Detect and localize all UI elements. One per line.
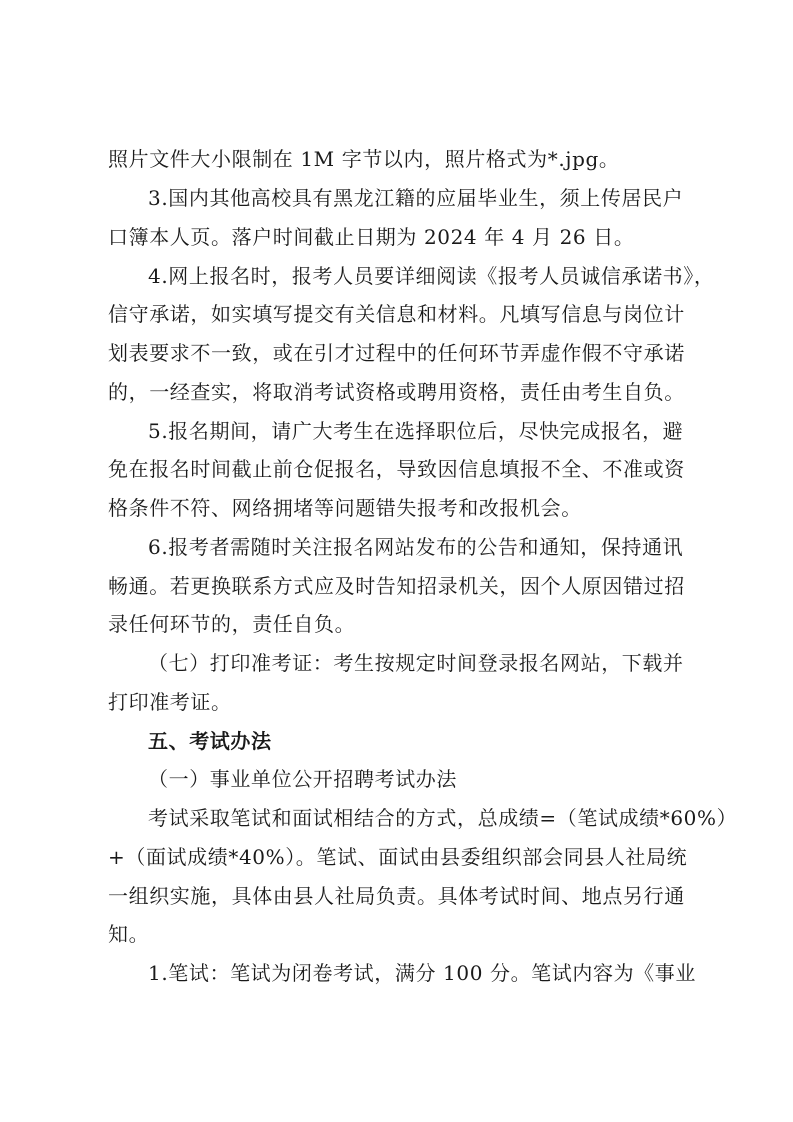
text-line: （七）打印准考证：考生按规定时间登录报名网站，下载并 xyxy=(148,651,684,675)
text-line: 口簿本人页。落户时间截止日期为 2024 年 4 月 26 日。 xyxy=(108,225,635,249)
text-line: +（面试成绩*40%）。笔试、面试由县委组织部会同县人社局统 xyxy=(108,845,688,869)
text-line: 知。 xyxy=(108,922,150,946)
section-heading: 五、考试办法 xyxy=(148,729,272,753)
text-line: 考试采取笔试和面试相结合的方式，总成绩=（笔试成绩*60%） xyxy=(148,806,738,830)
text-line: 录任何环节的，责任自负。 xyxy=(108,612,356,636)
text-line: 畅通。若更换联系方式应及时告知招录机关，因个人原因错过招 xyxy=(108,574,685,598)
text-line: 照片文件大小限制在 1M 字节以内，照片格式为*.jpg。 xyxy=(108,147,620,171)
text-line: 打印准考证。 xyxy=(108,690,232,714)
text-line: 格条件不符、网络拥堵等问题错失报考和改报机会。 xyxy=(108,496,582,520)
text-line: 3.国内其他高校具有黑龙江籍的应届毕业生，须上传居民户 xyxy=(148,186,684,210)
text-line: 1.笔试：笔试为闭卷考试，满分 100 分。笔试内容为《事业 xyxy=(148,961,696,985)
text-line: 6.报考者需随时关注报名网站发布的公告和通知，保持通讯 xyxy=(148,535,684,559)
text-line: 一组织实施，具体由县人社局负责。具体考试时间、地点另行通 xyxy=(108,884,685,908)
subsection-heading: （一）事业单位公开招聘考试办法 xyxy=(148,767,457,791)
text-line: 划表要求不一致，或在引才过程中的任何环节弄虚作假不守承诺 xyxy=(108,341,685,365)
text-line: 信守承诺，如实填写提交有关信息和材料。凡填写信息与岗位计 xyxy=(108,302,685,326)
text-line: 5.报名期间，请广大考生在选择职位后，尽快完成报名，避 xyxy=(148,419,684,443)
text-line: 4.网上报名时，报考人员要详细阅读《报考人员诚信承诺书》， xyxy=(148,264,715,288)
text-line: 的，一经查实，将取消考试资格或聘用资格，责任由考生自负。 xyxy=(108,380,685,404)
text-line: 免在报名时间截止前仓促报名，导致因信息填报不全、不准或资 xyxy=(108,457,685,481)
